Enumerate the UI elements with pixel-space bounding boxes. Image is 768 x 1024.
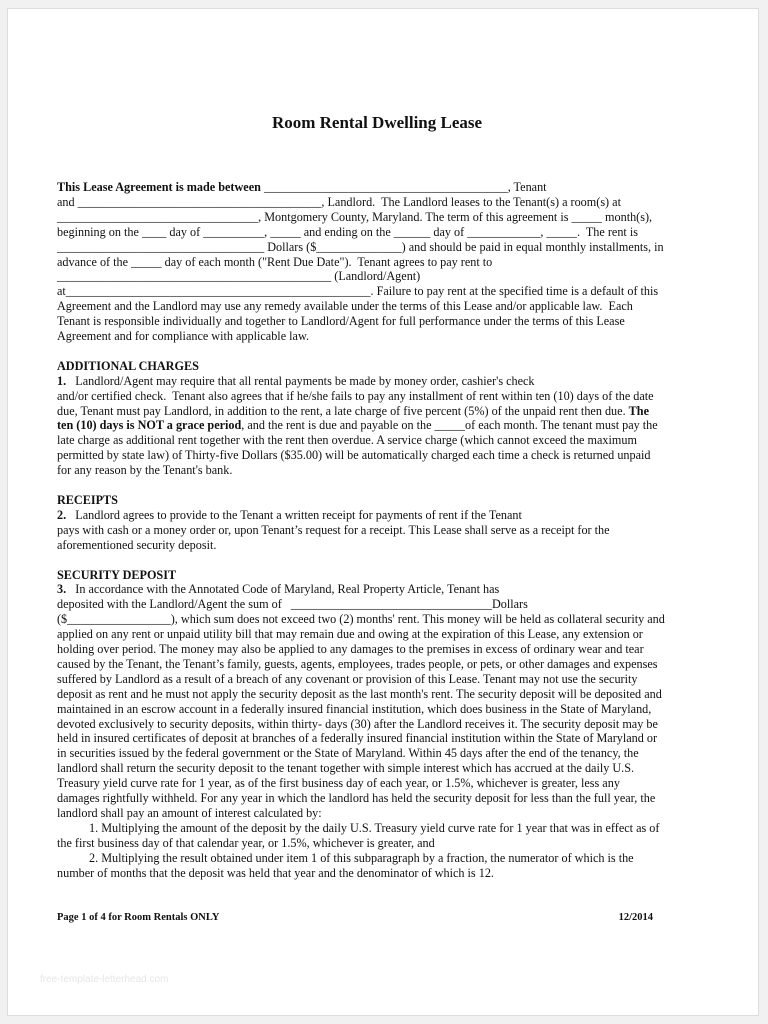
security-deposit-line: devoted exclusively to security deposits, within thirty- days (30) after the Landlord receives it. The security deposit may be (57, 716, 658, 731)
additional-charges-line (57, 374, 743, 389)
additional-charges-line (57, 418, 743, 433)
security-deposit-line: deposit as rent and he must not apply the security deposit as the last month's rent. The security deposit will be deposited and (57, 686, 662, 701)
security-deposit-line: deposited with the Landlord/Agent the sum of _________________________________Dollars (57, 597, 528, 612)
receipts-line: pays with cash or a money order or, upon Tenant’s request for a receipt. This Lease shall serve as a receipt for the (57, 522, 610, 537)
clause-text: In accordance with the Annotated Code of Maryland, Real Property Article, Tenant has (66, 582, 500, 597)
security-deposit-line: caused by the Tenant, the Tenant’s family, guests, agents, employees, trades people, or pets, or other damages and expenses (57, 656, 658, 671)
intro-line: beginning on the ____ day of __________, _____ and ending on the ______ day of ____________, _____. The rent is (57, 224, 638, 239)
intro-line: __________________________________ Dollars ($______________) and should be paid in equal monthly installments, in (57, 239, 664, 254)
security-deposit-line: applied on any rent or unpaid utility bill that may remain due and owing at the expiration of this Lease, any extension or (57, 627, 643, 642)
clause-bold-text: The (628, 403, 649, 418)
security-deposit-line: maintained in an escrow account in a federally insured financial institution, which does business in the State of Maryland, (57, 701, 652, 716)
security-deposit-line: Treasury yield curve rate for 1 year, as of the first business day of each year, or 1.5%, whichever is greater, less any (57, 776, 620, 791)
intro-line: _________________________________, Montgomery County, Maryland. The term of this agreement is _____ month(s), (57, 209, 653, 224)
page-footer (57, 912, 653, 923)
clause-text: due, Tenant must pay Landlord, in addition to the rent, a late charge of five percent (5%) of the unpaid rent then due. (57, 403, 629, 418)
clause-number: 1. (57, 373, 67, 388)
clause-number: 2. (57, 507, 67, 522)
additional-charges-line: and/or certified check. Tenant also agrees that if he/she fails to pay any installment of rent within ten (10) days of the date (57, 388, 654, 403)
footer-date: 12/2014 (618, 912, 653, 923)
security-deposit-line: holding over period. The money may also be applied to any damages to the premises in excess of ordinary wear and tear (57, 642, 644, 657)
section-heading-security-deposit: SECURITY DEPOSIT (57, 567, 177, 582)
receipts-line: aforementioned security deposit. (57, 537, 217, 552)
watermark-text: free-template-letterhead.com (40, 974, 169, 985)
security-deposit-line: damages rightfully withheld. For any year in which the landlord has held the security deposit for less than the full year, the (57, 791, 656, 806)
document-body (57, 180, 743, 881)
additional-charges-line: permitted by state law) of Thirty-five Dollars ($35.00) will be automatically charged each time a check is returned unpaid (57, 448, 651, 463)
clause-bold-text: ten (10) days is NOT a grace period (57, 418, 242, 433)
security-deposit-line: ($_________________), which sum does not exceed two (2) months' rent. This money will be held as collateral security and (57, 612, 665, 627)
security-deposit-item: 1. Multiplying the amount of the deposit by the daily U.S. Treasury yield curve rate for 1 year that was in effect as of (89, 820, 660, 835)
receipts-line (57, 508, 743, 523)
intro-line: _____________________________________________ (Landlord/Agent) (57, 269, 421, 284)
intro-line: Agreement and for compliance with applicable law. (57, 329, 309, 344)
intro-tenant-blank: ________________________________________, Tenant (260, 180, 547, 194)
document-title: Room Rental Dwelling Lease (271, 113, 483, 132)
section-heading-receipts: RECEIPTS (57, 493, 118, 507)
intro-line: Agreement and the Landlord may use any remedy available under the terms of this Lease and/or applicable law. Each (57, 299, 633, 314)
intro-line: at__________________________________________________. Failure to pay rent at the specified time is a default of this (57, 284, 659, 299)
security-deposit-line: the first business day of that calendar year, or 1.5%, whichever is greater, and (57, 835, 435, 850)
intro-line (57, 180, 743, 195)
security-deposit-line: suffered by Landlord as a result of a breach of any covenant or provision of this Lease. Tenant may not use the security (57, 671, 638, 686)
clause-text: , and the rent is due and payable on the _____of each month. The tenant must pay the (241, 418, 658, 433)
clause-number: 3. (57, 582, 67, 597)
intro-line: Tenant is responsible individually and together to Landlord/Agent for full performance under the terms of this Lease (57, 314, 625, 329)
clause-text: Landlord agrees to provide to the Tenant a written receipt for payments of rent if the Tenant (66, 507, 522, 522)
security-deposit-item: 2. Multiplying the result obtained under item 1 of this subparagraph by a fraction, the numerator of which is the (89, 850, 634, 865)
security-deposit-line: landlord shall return the security deposit to the tenant together with simple interest which has accrued at the daily U.S. (57, 761, 635, 776)
additional-charges-line: late charge as additional rent together with the rent then overdue. A service charge (which cannot exceed the maximum (57, 433, 637, 448)
document-page (7, 8, 759, 1016)
footer-page-label: Page 1 of 4 for Room Rentals ONLY (57, 912, 220, 923)
security-deposit-line (57, 582, 743, 597)
intro-line: and ________________________________________, Landlord. The Landlord leases to the Tenant(s) a room(s) at (57, 194, 621, 209)
security-deposit-line: landlord shall pay an amount of interest calculated by: (57, 806, 322, 821)
additional-charges-line (57, 404, 743, 419)
security-deposit-line: number of months that the deposit was held that year and the denominator of which is 12. (57, 865, 494, 880)
clause-text: Landlord/Agent may require that all rental payments be made by money order, cashier's check (66, 373, 535, 388)
additional-charges-line: for any reason by the Tenant's bank. (57, 463, 233, 478)
section-heading-additional-charges: ADDITIONAL CHARGES (57, 358, 199, 373)
intro-line: advance of the _____ day of each month ("Rent Due Date"). Tenant agrees to pay rent to (57, 254, 493, 269)
intro-lead: This Lease Agreement is made between (57, 180, 261, 194)
security-deposit-line: in securities issued by the federal government or the State of Maryland. Within 45 days after the end of the tenancy, the (57, 746, 639, 761)
security-deposit-line: held in insured certificates of deposit at branches of a federally insured financial institution within the State of Maryland or (57, 731, 658, 746)
